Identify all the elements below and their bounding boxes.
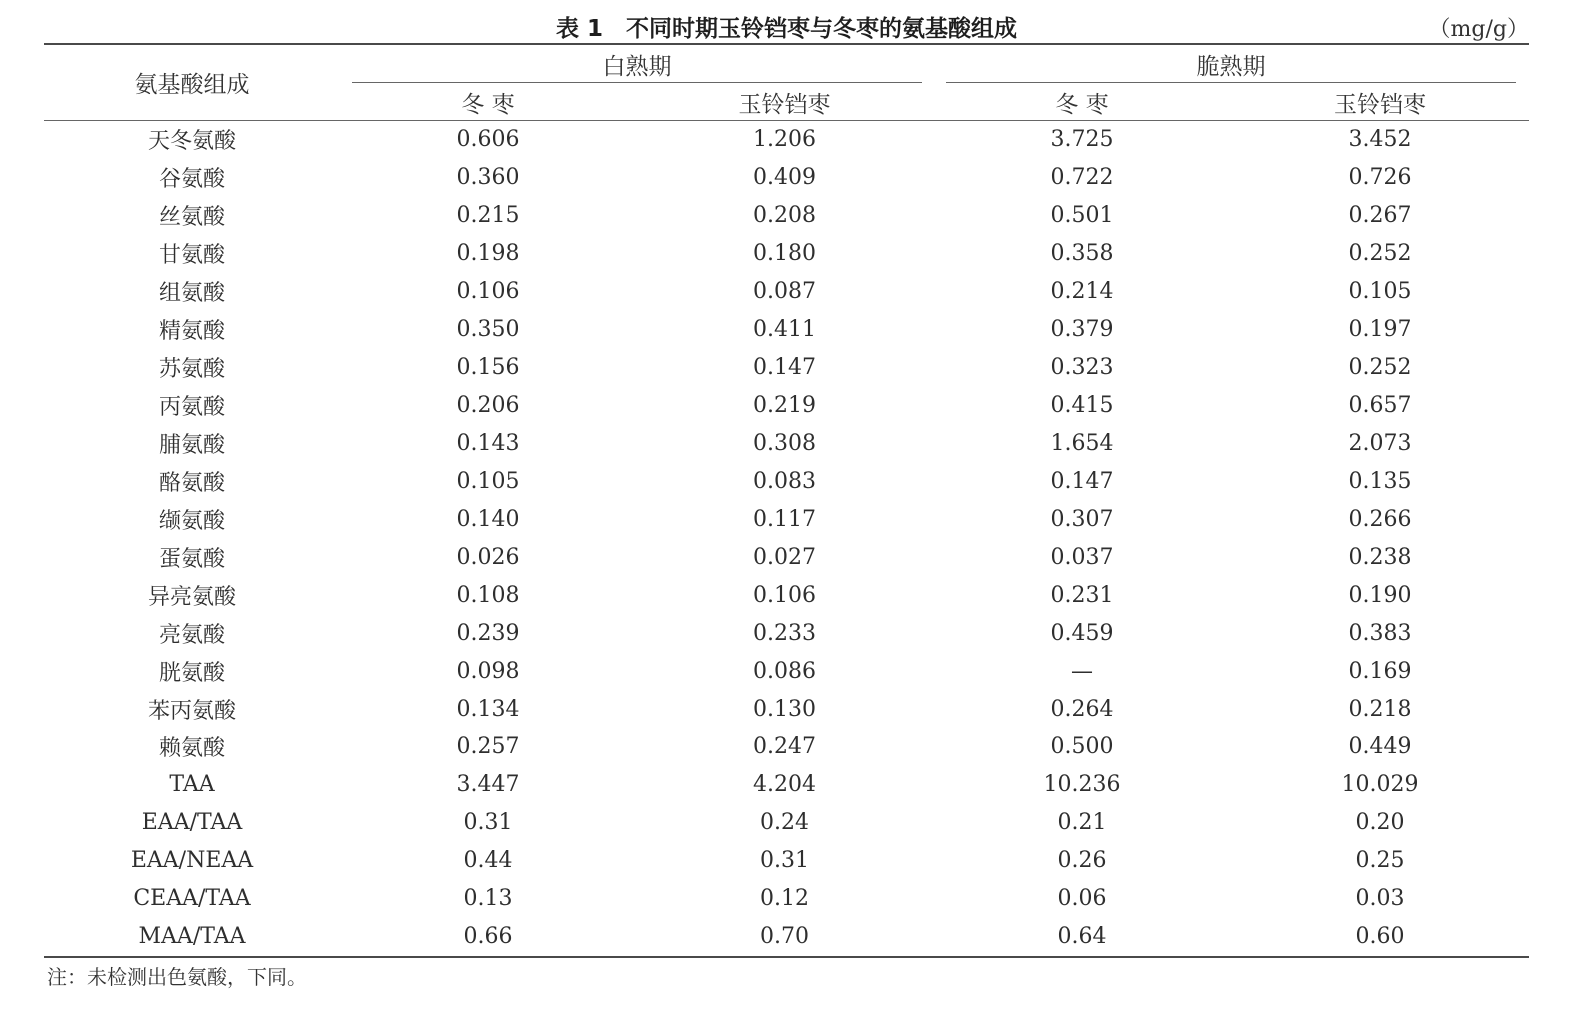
value-cell: 0.25 (1355, 848, 1405, 874)
row-label: 缬氨酸 (158, 508, 225, 534)
table-row (44, 387, 1529, 425)
amino-acid-table (44, 121, 1529, 956)
value-cell: 0.147 (753, 355, 816, 381)
value-cell: 0.31 (463, 810, 513, 836)
value-cell: 0.501 (1050, 203, 1114, 229)
row-header: 氨基酸组成 (134, 72, 250, 98)
table-row (44, 159, 1529, 197)
table-row (44, 690, 1529, 728)
row-label: 甘氨酸 (158, 243, 225, 269)
value-cell: 0.238 (1348, 544, 1412, 570)
table-row (44, 728, 1529, 766)
value-cell: 3.725 (1050, 127, 1114, 153)
row-label: 天冬氨酸 (147, 129, 236, 155)
value-cell: 0.140 (456, 506, 520, 532)
value-cell: 0.105 (456, 468, 520, 494)
value-cell: 0.64 (1057, 924, 1107, 950)
value-cell: 10.029 (1341, 772, 1419, 798)
value-cell: 0.24 (760, 810, 809, 836)
value-cell: 0.60 (1355, 924, 1405, 950)
value-cell: 0.197 (1348, 317, 1412, 343)
row-label: 异亮氨酸 (147, 584, 236, 610)
value-cell: 0.383 (1348, 620, 1412, 646)
value-cell: 0.06 (1057, 886, 1107, 912)
value-cell: 0.415 (1050, 393, 1114, 419)
value-cell: 0.231 (1050, 582, 1114, 608)
value-cell: 1.206 (753, 127, 816, 153)
value-cell: 0.143 (456, 430, 520, 456)
table-row (44, 462, 1529, 500)
value-cell: 0.308 (753, 430, 816, 456)
row-label: 谷氨酸 (158, 167, 225, 193)
value-cell: 0.264 (1050, 696, 1114, 722)
value-cell: 0.219 (753, 393, 816, 419)
value-cell: 0.266 (1348, 506, 1412, 532)
table-title-row (44, 6, 1529, 42)
top-rule (44, 43, 1529, 45)
value-cell: 0.106 (753, 582, 816, 608)
table-note: 注：未检测出色氨酸，下同。 (47, 965, 307, 989)
value-cell: 0.098 (456, 658, 520, 684)
value-cell: 0.087 (753, 279, 816, 305)
value-cell: 0.252 (1348, 241, 1412, 267)
value-cell: 0.218 (1348, 696, 1412, 722)
value-cell: 0.323 (1050, 355, 1114, 381)
group-header-crisp-ripe: 脆熟期 (1196, 54, 1266, 80)
value-cell: 0.135 (1348, 468, 1412, 494)
value-cell: 1.654 (1050, 430, 1114, 456)
table-row (44, 652, 1529, 690)
value-cell: 3.447 (456, 772, 520, 798)
table-row (44, 425, 1529, 463)
group-header-white-ripe: 白熟期 (602, 54, 672, 80)
bottom-rule (44, 956, 1529, 958)
row-label: 赖氨酸 (158, 736, 225, 762)
value-cell: 0.657 (1348, 393, 1412, 419)
row-label: MAA/TAA (138, 924, 246, 950)
table-row (44, 576, 1529, 614)
col-header-dongzao-2: 冬 枣 (1055, 92, 1109, 118)
col-header-yulingdang-2: 玉铃铛枣 (1334, 92, 1426, 118)
row-label: 苏氨酸 (158, 357, 225, 383)
table-row (44, 842, 1529, 880)
value-cell: — (1071, 658, 1093, 684)
table-row (44, 880, 1529, 918)
value-cell: 0.233 (753, 620, 816, 646)
value-cell: 0.105 (1348, 279, 1412, 305)
value-cell: 0.726 (1348, 165, 1412, 191)
table-row (44, 235, 1529, 273)
table-row (44, 273, 1529, 311)
value-cell: 0.449 (1348, 734, 1412, 760)
value-cell: 0.358 (1050, 241, 1114, 267)
value-cell: 0.239 (456, 620, 520, 646)
value-cell: 0.117 (753, 506, 816, 532)
value-cell: 0.156 (456, 355, 520, 381)
value-cell: 0.606 (456, 127, 520, 153)
unit-label: （mg/g） (1428, 17, 1529, 42)
value-cell: 0.379 (1050, 317, 1114, 343)
value-cell: 0.13 (463, 886, 513, 912)
value-cell: 0.247 (753, 734, 816, 760)
value-cell: 2.073 (1348, 430, 1412, 456)
value-cell: 4.204 (753, 772, 816, 798)
value-cell: 0.108 (456, 582, 520, 608)
row-label: 酪氨酸 (158, 470, 225, 496)
col-header-dongzao-1: 冬 枣 (461, 92, 515, 118)
value-cell: 0.307 (1050, 506, 1114, 532)
row-label: 苯丙氨酸 (147, 698, 236, 724)
value-cell: 0.215 (456, 203, 520, 229)
col-header-yulingdang-1: 玉铃铛枣 (738, 92, 831, 118)
value-cell: 0.026 (456, 544, 520, 570)
value-cell: 0.66 (463, 924, 513, 950)
value-cell: 0.147 (1050, 468, 1114, 494)
value-cell: 0.190 (1348, 582, 1412, 608)
row-label: 精氨酸 (158, 319, 225, 345)
table-row (44, 311, 1529, 349)
value-cell: 0.500 (1050, 734, 1114, 760)
value-cell: 0.12 (760, 886, 809, 912)
group-rule-crisp-ripe (946, 82, 1516, 83)
value-cell: 0.70 (760, 924, 809, 950)
value-cell: 0.130 (753, 696, 816, 722)
value-cell: 0.180 (753, 241, 816, 267)
value-cell: 0.31 (760, 848, 809, 874)
table-row (44, 538, 1529, 576)
value-cell: 0.198 (456, 241, 520, 267)
value-cell: 0.360 (456, 165, 520, 191)
value-cell: 0.411 (753, 317, 816, 343)
value-cell: 0.409 (753, 165, 816, 191)
group-rule-white-ripe (352, 82, 922, 83)
row-label: 亮氨酸 (158, 622, 225, 648)
table-row (44, 500, 1529, 538)
value-cell: 10.236 (1043, 772, 1121, 798)
value-cell: 0.208 (753, 203, 816, 229)
row-label: 丙氨酸 (158, 395, 225, 421)
row-label: 丝氨酸 (158, 205, 225, 231)
value-cell: 0.03 (1355, 886, 1405, 912)
value-cell: 0.722 (1050, 165, 1114, 191)
table-row (44, 197, 1529, 235)
value-cell: 0.459 (1050, 620, 1114, 646)
value-cell: 0.44 (463, 848, 513, 874)
value-cell: 0.037 (1050, 544, 1114, 570)
value-cell: 0.350 (456, 317, 520, 343)
value-cell: 3.452 (1348, 127, 1412, 153)
row-label: EAA/NEAA (130, 848, 254, 874)
value-cell: 0.169 (1348, 658, 1412, 684)
row-label: 脯氨酸 (158, 432, 225, 458)
table-row (44, 614, 1529, 652)
row-label: 组氨酸 (158, 281, 225, 307)
row-label: TAA (169, 772, 215, 798)
value-cell: 0.134 (456, 696, 520, 722)
table-row (44, 918, 1529, 956)
row-label: 蛋氨酸 (158, 546, 225, 572)
value-cell: 0.027 (753, 544, 816, 570)
table-row (44, 804, 1529, 842)
table-title: 表 1 不同时期玉铃铛枣与冬枣的氨基酸组成 (555, 16, 1017, 42)
value-cell: 0.214 (1050, 279, 1114, 305)
row-label: EAA/TAA (141, 810, 243, 836)
row-label: CEAA/TAA (133, 886, 251, 912)
value-cell: 0.267 (1348, 203, 1412, 229)
value-cell: 0.257 (456, 734, 520, 760)
value-cell: 0.26 (1057, 848, 1107, 874)
value-cell: 0.083 (753, 468, 816, 494)
table-row (44, 766, 1529, 804)
value-cell: 0.106 (456, 279, 520, 305)
table-row (44, 349, 1529, 387)
value-cell: 0.21 (1057, 810, 1107, 836)
value-cell: 0.20 (1355, 810, 1405, 836)
value-cell: 0.086 (753, 658, 816, 684)
value-cell: 0.206 (456, 393, 520, 419)
row-label: 胱氨酸 (158, 660, 225, 686)
table-row (44, 121, 1529, 159)
value-cell: 0.252 (1348, 355, 1412, 381)
